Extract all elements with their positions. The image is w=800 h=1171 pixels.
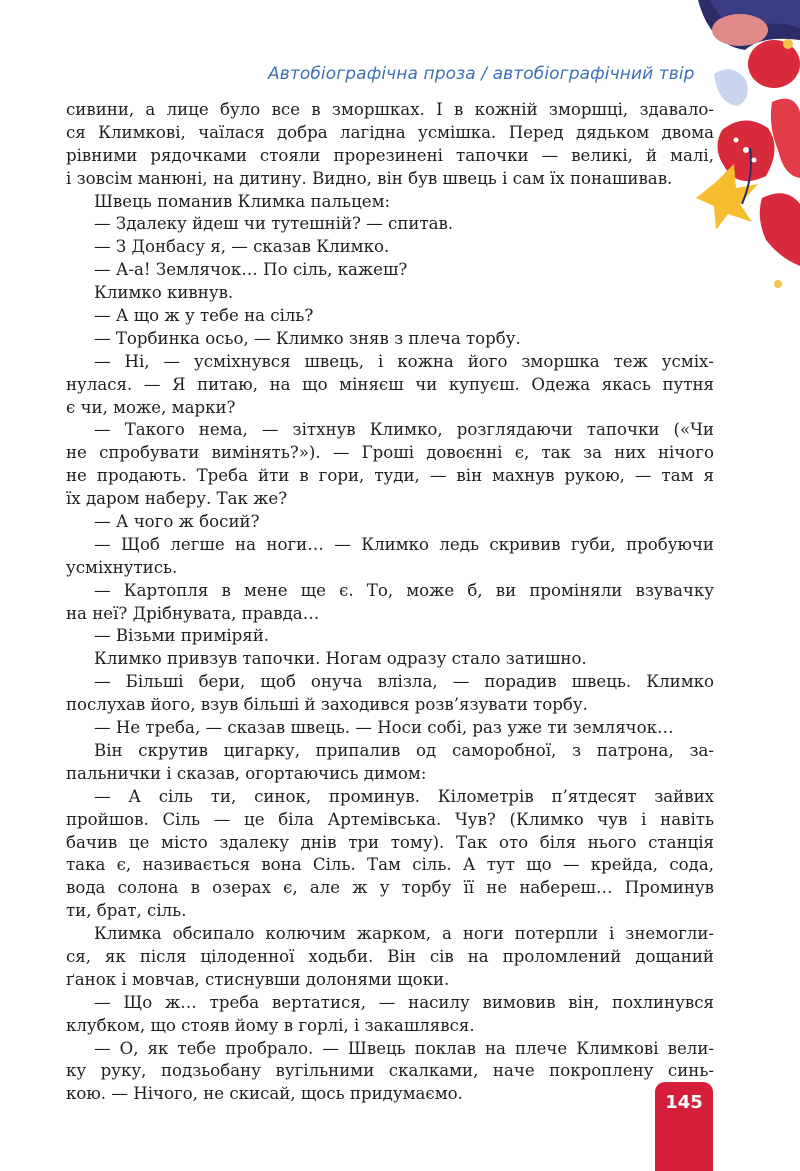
text-line: на неї? Дрібнувата, правда… — [66, 603, 320, 623]
text-line: — Торбинка осьо, — Климко зняв з плеча торбу. — [94, 328, 521, 348]
text-line: Климко кивнув. — [94, 283, 234, 303]
text-line: така є, називається вона Сіль. Там сіль. А тут що — крейда, сода, — [66, 855, 714, 875]
text-line: ти, брат, сіль. — [66, 901, 187, 921]
text-line: рівними рядочками стояли прорезинені тапочки — великі, й малі, — [66, 145, 714, 165]
text-line: ку руку, подзьобану вугільними скалками, наче покроплену синь- — [66, 1061, 714, 1081]
text-line: пальнички і сказав, огортаючись димом: — [66, 763, 427, 783]
page-number: 145 — [665, 1092, 703, 1113]
text-line: послухав його, взув більші й заходився розв’язувати торбу. — [66, 695, 588, 715]
text-line: нулася. — Я питаю, на що міняєш чи купуєш. Одежа якась путня — [66, 374, 714, 394]
text-line: усміхнутись. — [66, 557, 178, 577]
text-line: — З Донбасу я, — сказав Климко. — [94, 237, 390, 257]
text-line: — Картопля в мене ще є. То, може б, ви проміняли взувачку — [94, 580, 714, 600]
text-line: сивини, а лице було все в зморшках. І в кожній зморшці, здавало- — [66, 100, 714, 119]
text-line: Швець поманив Климка пальцем: — [94, 191, 391, 211]
body-text — [66, 99, 714, 1106]
page-number-tab — [655, 1082, 713, 1171]
text-line: кою. — Нічого, не скисай, щось придумаємо. — [66, 1084, 463, 1104]
text-line: ґанок і мовчав, стиснувши долонями щоки. — [66, 969, 450, 989]
text-line: вода солона в озерах є, але ж у торбу її не набереш… Проминув — [66, 878, 714, 898]
text-line: — А що ж у тебе на сіль? — [94, 306, 314, 326]
text-line: — О, як тебе пробрало. — Швець поклав на плече Климкові вели- — [94, 1038, 714, 1058]
text-line: — Що ж… треба вертатися, — насилу вимовив він, похлинувся — [94, 992, 714, 1012]
text-line: бачив це місто здалеку днів три тому). Так ото біля нього станція — [66, 832, 714, 852]
text-line: не продають. Треба йти в гори, туди, — він махнув рукою, — там я — [66, 466, 714, 486]
text-line: — А-а! Землячок… По сіль, кажеш? — [94, 260, 408, 280]
text-line: Климко привзув тапочки. Ногам одразу стало затишно. — [94, 649, 587, 669]
text-line: — Щоб легше на ноги… — Климко ледь скривив губи, пробуючи — [94, 534, 714, 554]
text-line: є чи, може, марки? — [66, 397, 236, 417]
text-line: ся Климкові, чаїлася добра лагідна усмішка. Перед дядьком двома — [66, 122, 714, 142]
text-line: — Не треба, — сказав швець. — Носи собі, раз уже ти землячок… — [94, 718, 674, 738]
text-line: їх даром наберу. Так же? — [66, 489, 288, 509]
text-line: — Більші бери, щоб онуча влізла, — порадив швець. Климко — [94, 672, 714, 692]
text-line: — Візьми приміряй. — [94, 626, 270, 646]
text-line: — Ні, — усміхнувся швець, і кожна його зморшка теж усміх- — [94, 351, 714, 371]
text-line: Климка обсипало колючим жарком, а ноги потерпли і знемогли- — [94, 924, 714, 944]
text-line: — А чого ж босий? — [94, 512, 260, 532]
text-line: — Здалеку йдеш чи тутешній? — спитав. — [94, 214, 454, 234]
text-line: не спробувати вимінять?»). — Гроші довоєнні є, так за них нічого — [66, 443, 714, 463]
text-line: — Такого нема, — зітхнув Климко, розглядаючи тапочки («Чи — [94, 420, 714, 440]
text-line: Він скрутив цигарку, припалив од саморобної, з патрона, за- — [94, 740, 714, 760]
text-line: і зовсім манюні, на дитину. Видно, він був швець і сам їх понашивав. — [66, 168, 673, 188]
text-line: ся, як після цілоденної ходьби. Він сів на проломлений дощаний — [66, 946, 714, 966]
running-header: Автобіографічна проза / автобіографічний твір — [268, 64, 695, 84]
text-line: пройшов. Сіль — це біла Артемівська. Чув? (Климко чув і навіть — [66, 809, 714, 829]
text-line: — А сіль ти, синок, проминув. Кілометрів п’ятдесят зайвих — [94, 786, 714, 806]
text-line: клубком, що стояв йому в горлі, і закашлявся. — [66, 1015, 475, 1035]
